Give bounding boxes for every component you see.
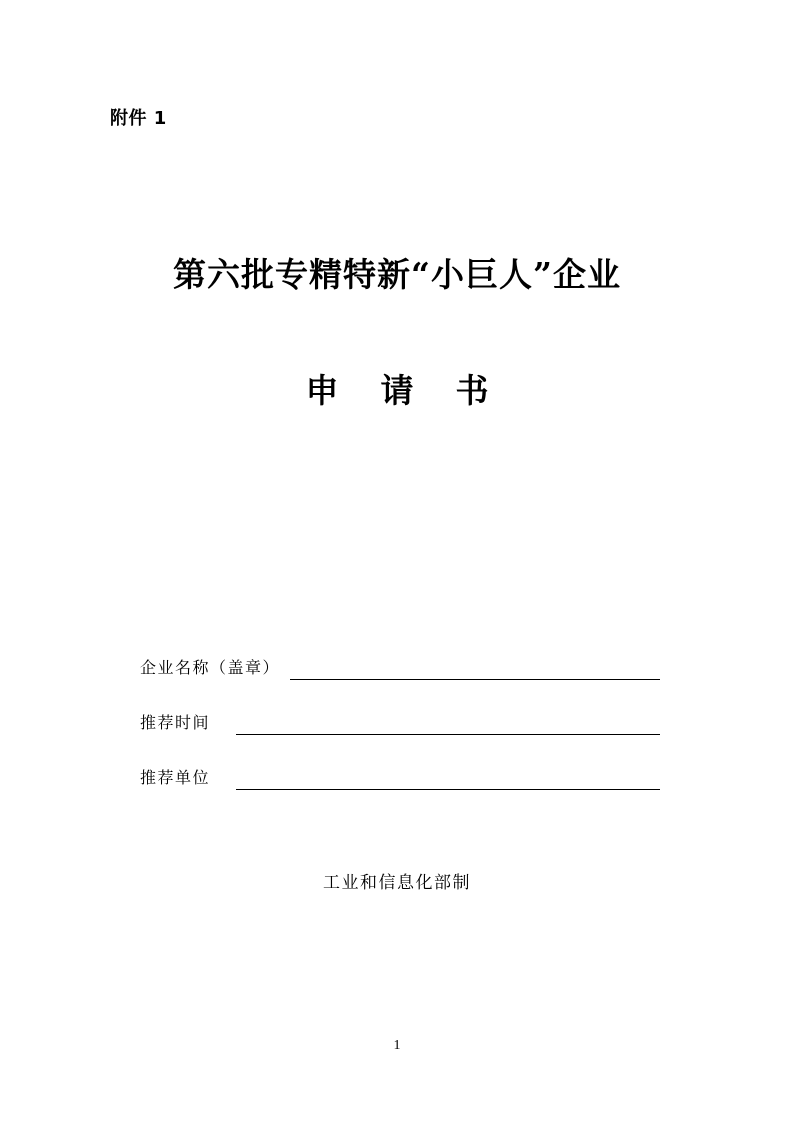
field-row-recommend-unit [140, 735, 660, 790]
page-title: 第六批专精特新“小巨人”企业 [173, 255, 621, 294]
recommend-unit-label: 推荐单位 [140, 768, 211, 787]
company-name-input[interactable] [290, 657, 660, 680]
page-number: 1 [393, 1038, 401, 1053]
recommend-time-input[interactable] [236, 712, 660, 735]
company-name-label: 企业名称（盖章） [140, 658, 281, 677]
field-row-company [140, 625, 660, 680]
form-fields [140, 625, 660, 790]
page-subtitle: 申请书 [305, 370, 531, 410]
issuer-line: 工业和信息化部制 [323, 873, 471, 893]
title-block [0, 255, 794, 412]
recommend-unit-input[interactable] [236, 767, 660, 790]
field-row-recommend-time [140, 680, 660, 735]
recommend-time-label: 推荐时间 [140, 713, 211, 732]
attachment-label: 附件 1 [110, 108, 167, 129]
